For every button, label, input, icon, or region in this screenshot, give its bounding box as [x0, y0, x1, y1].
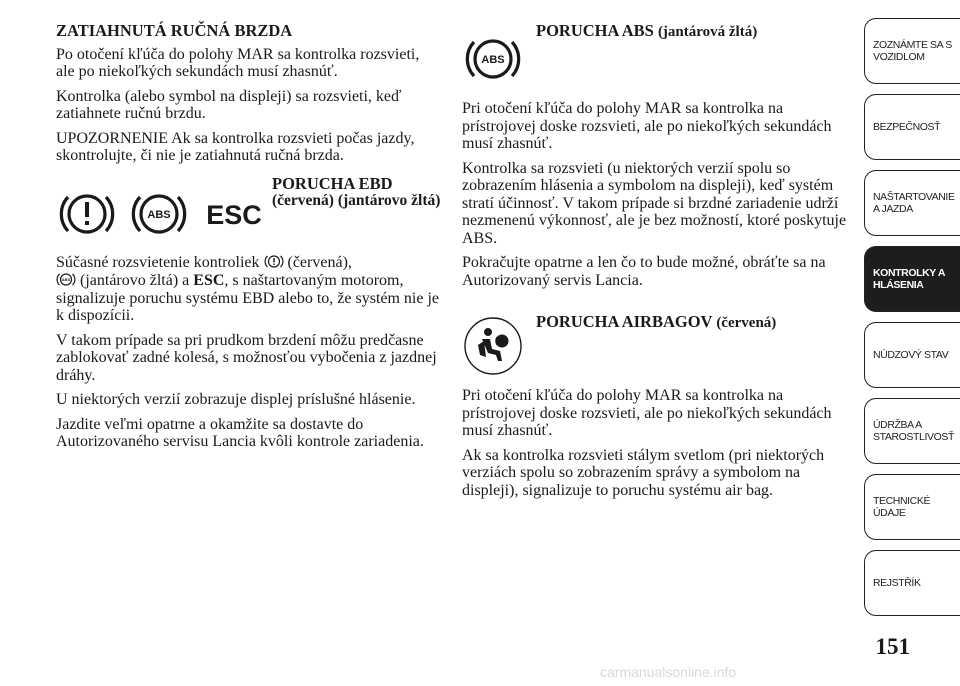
tab-label-line1: ÚDRŽBA A [873, 419, 922, 431]
abs-icon-label: ABS [147, 208, 171, 221]
ebd-title-block [272, 175, 442, 210]
abs-section-header [462, 22, 847, 100]
tab-emergency[interactable] [864, 322, 960, 388]
ebd-icons [56, 183, 268, 245]
tab-label-line1: NÚDZOVÝ STAV [873, 349, 949, 361]
tab-technical-data[interactable] [864, 474, 960, 540]
ebd-subtitle: (červená) (jantárovo žltá) [272, 192, 441, 209]
abs-paragraph-3: Pokračujte opatrne a len čo to bude možné, obráťte sa na Autorizovaný servis Lancia. [462, 254, 826, 289]
ebd-p1-part-a: Súčasné rozsvietenie kontroliek [56, 253, 260, 271]
handbrake-paragraph-1: Po otočení kľúča do polohy MAR sa kontrolka rozsvieti, ale po niekoľkých sekundách musí zhasnúť. [56, 45, 420, 80]
brake-warning-icon [56, 183, 118, 245]
airbag-title-block [536, 313, 776, 333]
tab-label-line1: ZOZNÁMTE SA S [873, 39, 952, 51]
tab-maintenance[interactable] [864, 398, 960, 464]
abs-paragraph-2: Kontrolka sa rozsvieti (u niektorých verzií spolu so zobrazením hlásenia a symbolom na displeji), keď systém stratí účinnosť. V takom prípade si brzdné zariadenie udrží nezmenenú výkonnosť, ale je bez možností, ktoré poskytuje ABS. [462, 159, 847, 247]
ebd-paragraph-2: V takom prípade sa pri prudkom brzdení môžu predčasne zablokovať zadné kolesá, s možnosťou vybočenia z jazdnej dráhy. [56, 331, 437, 384]
esc-icon-label: ESC [206, 199, 262, 230]
tab-label-line1: KONTROLKY A [873, 267, 946, 279]
tab-label-line1: NAŠTARTOVANIE [873, 191, 955, 203]
tab-label-line2: HLÁSENIA [873, 279, 924, 291]
handbrake-paragraph-2: Kontrolka (alebo symbol na displeji) sa rozsvieti, keď zatiahnete ručnú brzdu. [56, 87, 402, 122]
ebd-p1-part-d: , s naštartovaným motorom, signalizuje poruchu systému EBD alebo to, že systém nie je k dispozícii. [56, 272, 440, 324]
tab-label-line1: TECHNICKÉ [873, 495, 931, 507]
page-number: 151 [875, 634, 910, 659]
abs-title: PORUCHA ABS [536, 21, 654, 40]
airbag-section-header [462, 307, 847, 387]
tab-label-line1: REJSTŘÍK [873, 577, 921, 589]
abs-subtitle: (jantárová žltá) [657, 24, 758, 40]
abs-title-block [536, 22, 757, 42]
ebd-p1-part-b: (červená), [287, 253, 352, 271]
abs-inline-label: ABS [61, 277, 71, 283]
abs-section-icon-label: ABS [481, 54, 505, 66]
handbrake-heading: ZATIAHNUTÁ RUČNÁ BRZDA [56, 21, 293, 40]
abs-paragraph-1: Pri otočení kľúča do polohy MAR sa kontrolka na prístrojovej doske rozsvieti, ale po niekoľkých sekundách musí zhasnúť. [462, 100, 832, 152]
abs-section-icon [462, 28, 524, 90]
tab-label-line1: BEZPEČNOSŤ [873, 121, 941, 133]
tab-safety[interactable] [864, 94, 960, 160]
brake-inline-icon [264, 253, 284, 270]
abs-warning-icon [128, 183, 190, 245]
ebd-section-header [56, 175, 441, 249]
esc-warning-icon [200, 183, 268, 245]
tab-index[interactable] [864, 550, 960, 616]
abs-inline-icon [56, 271, 76, 288]
tab-label-line2: VOZIDLOM [873, 51, 925, 63]
airbag-paragraph-1: Pri otočení kľúča do polohy MAR sa kontrolka na prístrojovej doske rozsvieti, ale po niekoľkých sekundách musí zhasnúť. [462, 387, 832, 439]
left-column [56, 22, 441, 458]
ebd-paragraph-1 [56, 253, 441, 325]
ebd-p1-part-c: (jantárovo žltá) a [80, 272, 190, 289]
handbrake-paragraph-3: UPOZORNENIE Ak sa kontrolka rozsvieti počas jazdy, skontrolujte, či nie je zatiahnutá ručná brzda. [56, 129, 415, 164]
tab-label-line2: A JAZDA [873, 203, 913, 215]
airbag-warning-icon [462, 315, 524, 377]
airbag-title: PORUCHA AIRBAGOV [536, 312, 713, 331]
airbag-subtitle: (červená) [716, 315, 777, 331]
airbag-paragraph-2: Ak sa kontrolka rozsvieti stálym svetlom (pri niektorých verziách spolu so zobrazením správy a symbolom na displeji), signalizuje to poruchu systému air bag. [462, 446, 825, 499]
ebd-p1-esc: ESC [193, 272, 225, 289]
ebd-paragraph-3: U niektorých verzií zobrazuje displej príslušné hlásenie. [56, 391, 416, 408]
tab-label-line2: STAROSTLIVOSŤ [873, 431, 954, 443]
tab-vehicle-intro[interactable] [864, 18, 960, 84]
tab-starting-driving[interactable] [864, 170, 960, 236]
ebd-paragraph-4: Jazdite veľmi opatrne a okamžite sa dostavte do Autorizovaného servisu Lancia kvôli kontrole zariadenia. [56, 415, 424, 450]
ebd-title: PORUCHA EBD [272, 173, 393, 193]
tab-label-line2: ÚDAJE [873, 507, 906, 519]
tab-warning-lights[interactable] [864, 246, 960, 312]
right-column [462, 22, 847, 506]
watermark: carmanualsonline.info [600, 664, 737, 680]
section-tabs [864, 18, 960, 626]
